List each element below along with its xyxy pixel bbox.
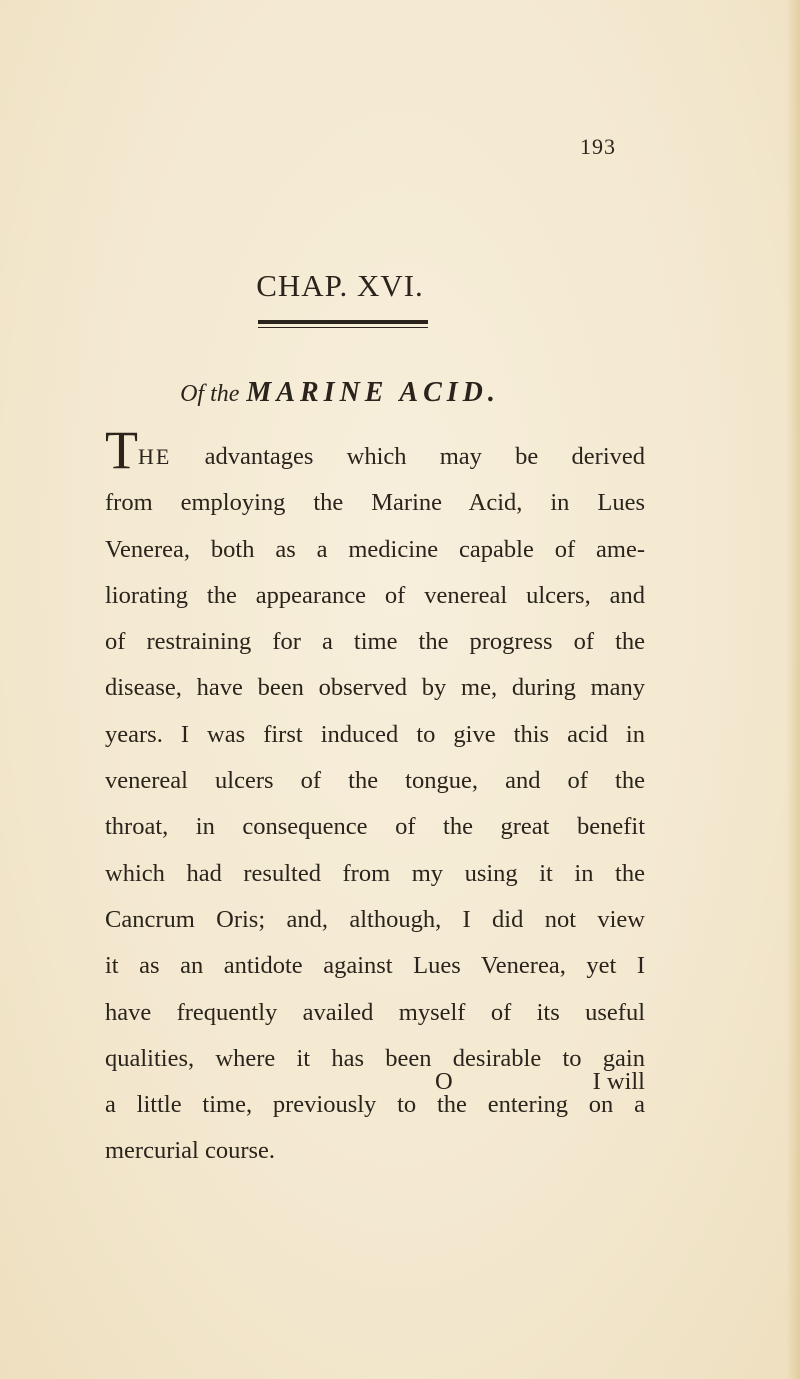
page-number: 193 xyxy=(580,134,616,159)
text-line: years. I was first induced to give this acid in xyxy=(105,720,645,748)
text-line: liorating the appearance of venereal ulcers, and xyxy=(105,581,645,609)
text-line: have frequently availed myself of its useful xyxy=(105,998,645,1026)
section-title xyxy=(0,377,680,409)
text-line: Venerea, both as a medicine capable of ame- xyxy=(105,535,645,563)
text-line: of restraining for a time the progress of the xyxy=(105,628,645,656)
text-line: it as an antidote against Lues Venerea, yet I xyxy=(105,952,645,980)
heading-rule-thick xyxy=(258,320,428,324)
body-paragraph xyxy=(105,420,645,1175)
text-line: which had resulted from my using it in the xyxy=(105,859,645,887)
section-title-subject: MARINE ACID. xyxy=(246,377,500,408)
page-footer xyxy=(105,1068,645,1108)
opening-word-rest: HE xyxy=(138,444,172,469)
text-line: disease, have been observed by me, during many xyxy=(105,674,645,702)
section-title-prefix: Of the xyxy=(180,381,240,407)
text-line xyxy=(105,420,645,480)
text-line: mercurial course. xyxy=(105,1137,276,1165)
text-line: qualities, where it has been desirable to gain xyxy=(105,1044,645,1072)
text-line: a little time, previously to the entering on a xyxy=(105,1091,645,1119)
initial-letter: T xyxy=(105,420,138,480)
text-line-content: advantages which may be derived xyxy=(171,443,645,470)
heading-rule-thin xyxy=(258,327,428,328)
text-line: Cancrum Oris; and, although, I did not view xyxy=(105,905,645,933)
page-edge-shadow xyxy=(786,0,800,1379)
chapter-heading: CHAP. XVI. xyxy=(256,268,424,303)
catchword: I will xyxy=(592,1068,645,1095)
signature-mark: O xyxy=(435,1068,453,1095)
text-line: throat, in consequence of the great benefit xyxy=(105,813,645,841)
text-line: from employing the Marine Acid, in Lues xyxy=(105,489,645,517)
text-line: venereal ulcers of the tongue, and of the xyxy=(105,767,645,795)
